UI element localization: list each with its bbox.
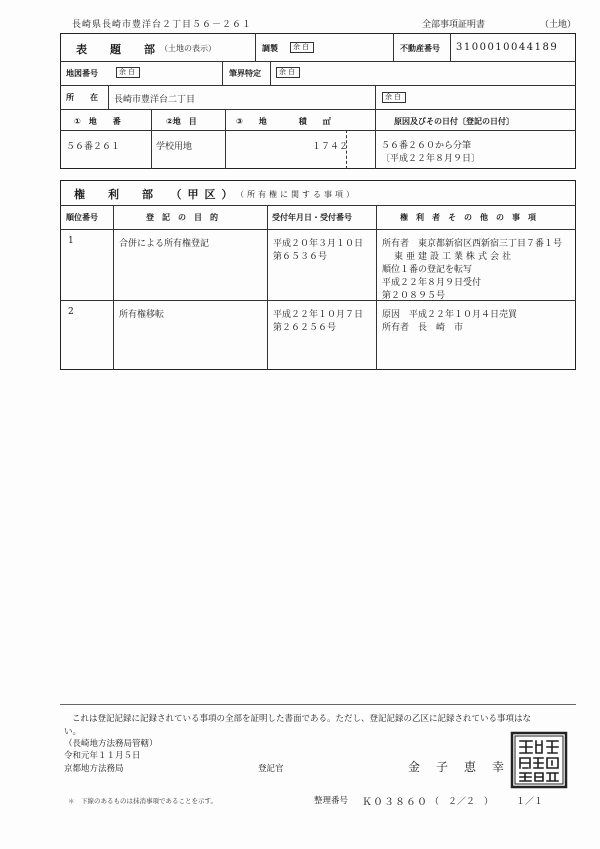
seiri-number: Ｋ０３８６０ [362,797,428,808]
entry-2-uketsuke-date: 平成２２年１０月７日 [273,310,364,320]
entry-1-mokuteki: 合併による所有権登記 [119,239,210,249]
issuing-office: 京都地方法務局 [64,764,124,774]
document-category: （土地） [540,20,577,30]
chizu-yohaku-stamp: 余白 [116,67,140,78]
hyodai-col-line [270,61,271,85]
kenri-col-line [267,205,268,370]
document-title: 全部事項証明書 [422,20,486,30]
fudosan-number: 3100010044189 [456,42,559,53]
entry-1-kenrisha-line: 所有者 東京都新宿区西新宿三丁目７番１号 [382,239,563,249]
col-mokuteki: 登 記 の 目 的 [146,213,218,222]
hyodai-row-line [60,130,576,131]
chiban-value: ５６番２６１ [66,142,121,152]
col-chiban: ① 地 番 [74,117,121,126]
hyodai-col-line [108,85,109,109]
registrar-name: 金 子 恵 幸 [408,760,507,774]
hyodai-row-line [60,85,576,86]
col-kenrisha: 権 利 者 そ の 他 の 事 項 [400,213,536,222]
kenri-col-line [376,205,377,370]
entry-1-kenrisha-line: 東亜建設工業株式会社 [382,252,515,262]
hyodai-col-line [393,33,394,61]
entry-2-mokuteki: 所有権移転 [119,310,165,320]
registrar-label: 登記官 [258,764,284,774]
hyodai-col-line [222,61,223,85]
entry-2-uketsuke-number: 第２６２５６号 [273,323,337,333]
page-number: １／１ [516,797,544,807]
entry-2-juni: 2 [68,307,74,317]
kenri-row-line [60,300,576,301]
entry-1-kenrisha-line: 順位１番の登記を転写 [382,265,473,275]
footnote: ＊ 下線のあるものは抹消事項であることを示す。 [68,797,217,805]
col-genin: 原因及びその日付〔登記の日付〕 [394,117,514,126]
footer-divider [60,704,576,705]
hyodai-col-line [450,33,451,61]
official-seal-icon [510,731,568,789]
hyodai-subtitle: （土地の表示） [160,44,216,53]
entry-2-kenrisha-line: 原因 平成２２年１０月４日売買 [382,310,518,320]
chosei-label: 調製 [262,44,278,53]
hyodai-col-line [375,109,376,169]
genin-line-1: ５６番２６０から分筆 [381,141,472,151]
col-juni: 順位番号 [66,213,98,222]
shozai-value: 長崎市豊洋台二丁目 [114,95,196,105]
hyodai-title: 表 題 部 [76,43,161,56]
entry-2-kenrisha-line: 所有者 長 崎 市 [382,323,464,333]
shozai-label: 所 在 [66,93,98,102]
col-uketsuke: 受付年月日・受付番号 [272,213,352,222]
seiri-label: 整理番号 [314,796,349,806]
property-address-header: 長崎県長崎市豊洋台２丁目５６－２６１ [72,20,253,30]
kenri-title: 権 利 部 （甲区） [74,188,239,201]
kenri-table [60,180,576,370]
certification-text-1: これは登記記録に記録されている事項の全部を証明した書面である。ただし、登記記録の乙区に記録されている事項はな [72,714,532,724]
hyodai-col-line [375,85,376,109]
kenri-subtitle: （所有権に関する事項） [236,190,357,199]
hyodai-row-line [60,109,576,110]
hyodai-col-line [151,109,152,169]
jurisdiction: （長崎地方法務局管轄） [64,739,158,749]
chiseki-value: １７４２ [312,142,349,152]
page-count: （ ２／２ ） [430,797,494,807]
hyodai-col-line [225,109,226,169]
entry-1-kenrisha-line: 第２０８９５号 [382,291,446,301]
entry-1-uketsuke-number: 第６５３６号 [273,252,328,262]
certification-text-2: い。 [64,727,82,737]
issue-date: 令和元年１１月５日 [64,751,141,761]
hikkai-label: 筆界特定 [229,69,261,78]
col-chiseki: ③ 地 積 ㎡ [236,117,331,126]
kenri-col-line [113,205,114,370]
chizu-label: 地図番号 [66,69,98,78]
kenri-row-line [60,205,576,206]
entry-1-uketsuke-date: 平成２０年３月１０日 [273,239,364,249]
hikkai-yohaku-stamp: 余白 [276,67,300,78]
hyodai-col-line [255,33,256,61]
entry-1-kenrisha-line: 平成２２年８月９日受付 [382,278,482,288]
shozai-yohaku-stamp: 余白 [382,92,406,103]
chimoku-value: 学校用地 [156,142,193,152]
entry-1-juni: 1 [68,236,74,246]
hyodai-row-line [60,61,576,62]
chosei-yohaku-stamp: 余白 [290,42,314,53]
kenri-row-line [60,229,576,230]
col-chimoku: ②地 目 [166,117,197,126]
fudosan-label: 不動産番号 [400,44,440,53]
genin-line-2: 〔平成２２年８月９日〕 [381,154,481,164]
